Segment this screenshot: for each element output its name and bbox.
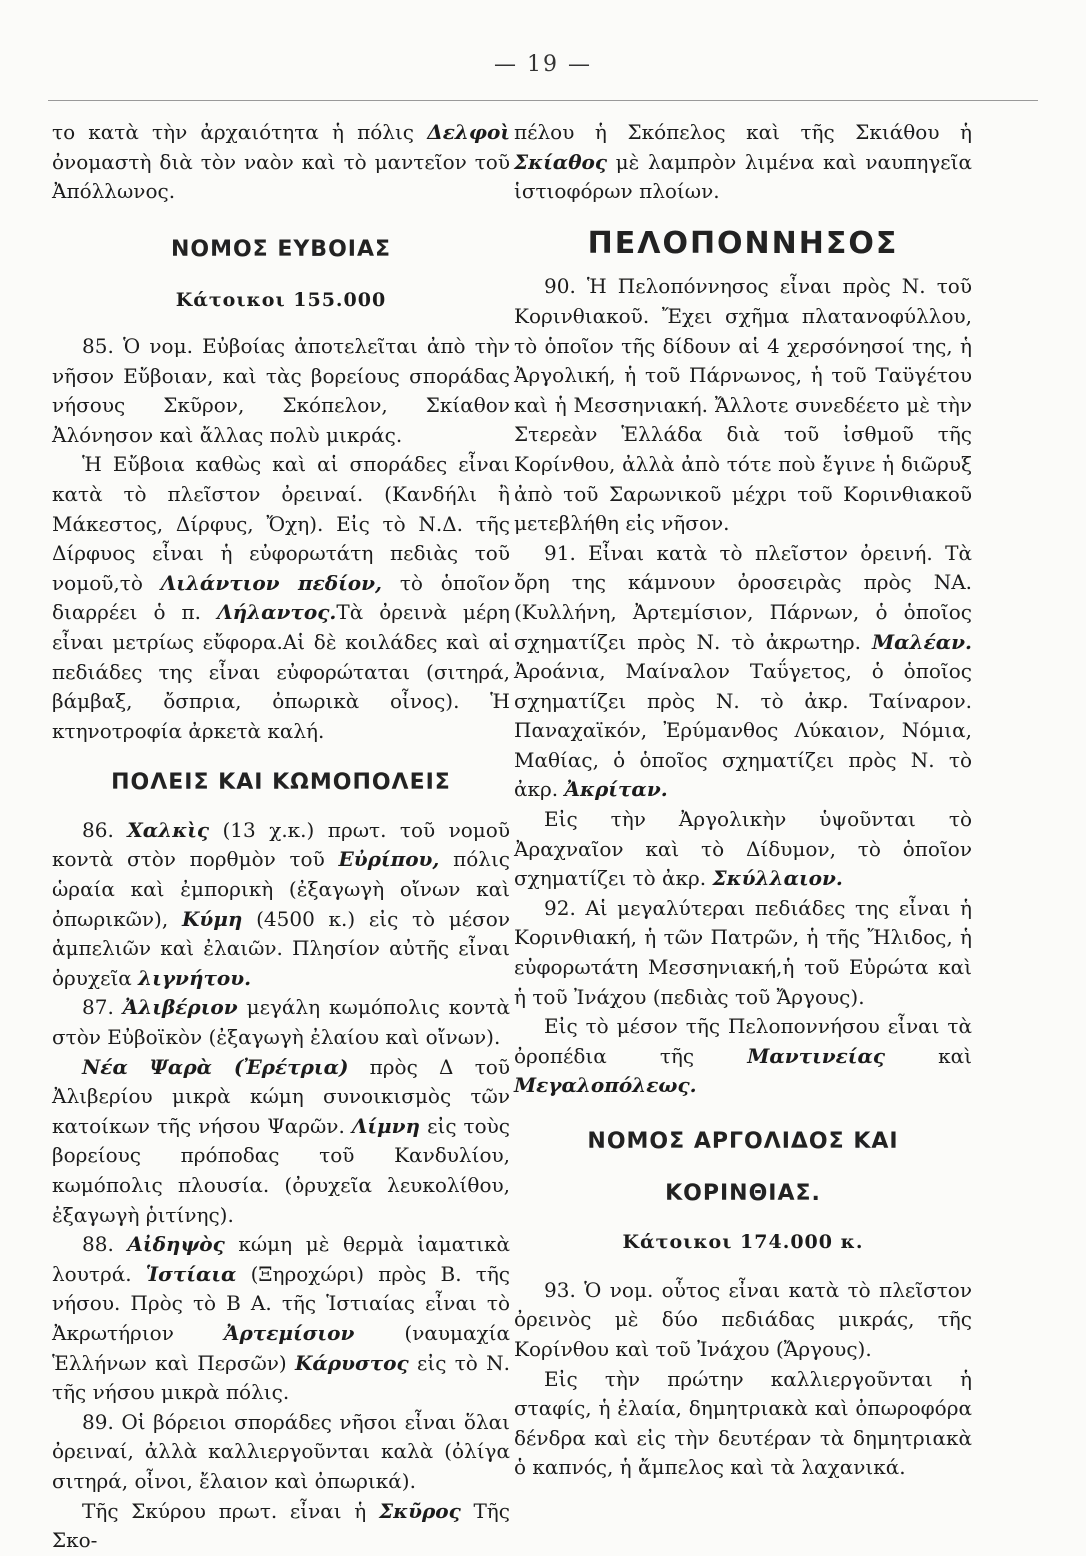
paragraph-88: 88. Αἰδηψὸς κώμη μὲ θερμὰ ἰαματικὰ λουτρά. Ἱστίαια (Ξηροχώρι) πρὸς Β. τῆς νήσου. Πρὸς τὸ Β Α. τῆς Ἱστιαίας εἶναι τὸ Ἀκρωτήριον Ἀρτεμίσιον (ναυμαχία Ἑλλήνων καὶ Περσῶν) Κάρυστος εἰς τὸ Ν. τῆς νήσου μικρὰ πόλις.	[52, 1232, 510, 1405]
paragraph-91: 91. Εἶναι κατὰ τὸ πλεῖστον ὀρεινή. Τὰ ὄρη της κάμνουν ὀροσειρὰς πρὸς ΝΑ. (Κυλλήνη, Ἀρτεμίσιον, Πάρνων, ὁ ὁποῖος σχηματίζει πρὸς Ν. τὸ ἀκρωτηρ. Μαλέαν. Ἀροάνια, Μαίναλον Ταΰγετος, ὁ ὁποῖος σχηματίζει πρὸς Ν. τὸ ἀκρ. Ταίναρον. Παναχαϊκόν, Ἐρύμανθος Λύκαιον, Νόμια, Μαθίας, ὁ ὁποῖος σχηματίζει πρὸς Ν. τὸ ἀκρ. Ἀκρίταν.	[514, 540, 972, 802]
right-column	[514, 118, 972, 1483]
header-rule	[48, 100, 1038, 101]
population-euboia: Κάτοικοι 155.000	[175, 289, 387, 312]
paragraph-90: 90. Ἡ Πελοπόννησος εἶναι πρὸς Ν. τοῦ Κορινθιακοῦ. Ἔχει σχῆμα πλατανοφύλλου, τὸ ὁποῖον τῆς δίδουν αἱ 4 χερσόνησοί της, ἡ Ἀργολική, ἡ τοῦ Πάρνωνος, ἡ τοῦ Ταϋγέτου καὶ ἡ Μεσσηνιακή. Ἄλλοτε συνεδέετο μὲ τὴν Στερεὰν Ἑλλάδα διὰ τοῦ ἰσθμοῦ τῆς Κορίνθου, ἀλλὰ ἀπὸ τότε ποὺ ἔγινε ἡ διῶρυξ ἀπὸ τοῦ Σαρωνικοῦ μέχρι τοῦ Κορινθιακοῦ μετεβλήθη εἰς νῆσον.	[514, 274, 972, 536]
paragraph-crops: Εἰς τὴν πρώτην καλλιεργοῦνται ἡ σταφίς, ἡ ἐλαία, δημητριακὰ καὶ ὀπωροφόρα δένδρα καὶ εἰς τὴν δευτέραν τὰ δημητριακὰ ὁ καπνός, ἡ ἄμπελος καὶ τὰ λαχανικά.	[514, 1366, 972, 1480]
paragraph-mantineia: Εἰς τὸ μέσον τῆς Πελοποννήσου εἶναι τὰ ὀροπέδια τῆς Μαντινείας καὶ Μεγαλοπόλεως.	[514, 1014, 972, 1098]
heading-peloponnisos: ΠΕΛΟΠΟΝΝΗΣΟΣ	[587, 225, 899, 261]
paragraph-89: 89. Οἱ βόρειοι σποράδες νῆσοι εἶναι ὅλαι ὀρειναί, ἀλλὰ καλλιεργοῦνται καλὰ (ὀλίγα σιτηρά, οἶνοι, ἔλαιον καὶ ὀπωρικά).	[52, 1409, 510, 1493]
left-column	[52, 118, 510, 1556]
paragraph-93: 93. Ὁ νομ. οὗτος εἶναι κατὰ τὸ πλεῖστον ὀρεινὸς μὲ δύο πεδιάδας μικράς, τῆς Κορίνθου καὶ τοῦ Ἰνάχου (Ἄργους).	[514, 1277, 972, 1361]
paragraph-evia-relief: Ἡ Εὔβοια καθὼς καὶ αἱ σποράδες εἶναι κατὰ τὸ πλεῖστον ὀρειναί. (Κανδήλι ἢ Μάκεστος, Δίρφυς, Ὄχη). Εἰς τὸ Ν.Δ. τῆς Δίρφυος εἶναι ἡ εὐφορωτάτη πεδιὰς τοῦ νομοῦ,τὸ Λιλάντιον πεδίον, τὸ ὁποῖον διαρρέει ὁ π. Λήλαντος.Τὰ ὀρεινὰ μέρη εἶναι μετρίως εὔφορα.Αἱ δὲ κοιλάδες καὶ αἱ πεδιάδες της εἶναι εὐφορώταται (σιτηρά, βάμβαξ, ὄσπρια, ὀπωρικὰ οἶνος). Ἡ κτηνοτροφία ἀρκετὰ καλή.	[52, 452, 511, 743]
paragraph-87: 87. Ἀλιβέριον μεγάλη κωμόπολις κοντὰ στὸν Εὐβοϊκὸν (ἐξαγωγὴ ἐλαίου καὶ οἴνων).	[52, 995, 510, 1050]
heading-korinthias: ΚΟΡΙΝΘΙΑΣ.	[665, 1180, 821, 1206]
page-number: — 19 —	[494, 52, 592, 77]
heading-poleis: ΠΟΛΕΙΣ ΚΑΙ ΚΩΜΟΠΟΛΕΙΣ	[111, 770, 451, 796]
heading-nomos-euboias: ΝΟΜΟΣ ΕΥΒΟΙΑΣ	[170, 236, 392, 262]
paragraph-skiathos: πέλου ἡ Σκόπελος καὶ τῆς Σκιάθου ἡ Σκίαθος μὲ λαμπρὸν λιμένα καὶ ναυπηγεῖα ἱστιοφόρων πλοίων.	[514, 120, 972, 204]
heading-nomos-argolidos: ΝΟΜΟΣ ΑΡΓΟΛΙΔΟΣ ΚΑΙ	[587, 1129, 899, 1154]
paragraph-delphi: το κατὰ τὴν ἀρχαιότητα ἡ πόλις Δελφοὶ ὀνομαστὴ διὰ τὸν ναὸν καὶ τὸ μαντεῖον τοῦ Ἀπόλλωνος.	[52, 120, 510, 204]
paragraph-skyros: Τῆς Σκύρου πρωτ. εἶναι ἡ Σκῦρος Τῆς Σκο-	[52, 1498, 510, 1553]
paragraph-arachnaion: Εἰς τὴν Ἀργολικὴν ὑψοῦνται τὸ Ἀραχναῖον καὶ τὸ Δίδυμον, τὸ ὁποῖον σχηματίζει τὸ ἀκρ. Σκύλλαιον.	[514, 807, 972, 891]
paragraph-85: 85. Ὁ νομ. Εὐβοίας ἀποτελεῖται ἀπὸ τὴν νῆσον Εὔβοιαν, καὶ τὰς βορείους σποράδας νήσους Σκῦρον, Σκόπελον, Σκίαθον Ἀλόνησον καὶ ἄλλας πολὺ μικράς.	[52, 333, 510, 447]
paragraph-92: 92. Αἱ μεγαλύτεραι πεδιάδες της εἶναι ἡ Κορινθιακή, ἡ τῶν Πατρῶν, ἡ τῆς Ἤλιδος, ἡ εὐφορωτάτη Μεσσηνιακή,ἡ τοῦ Εὐρώτα καὶ ἡ τοῦ Ἰνάχου (πεδιὰς τοῦ Ἄργους).	[514, 895, 972, 1009]
paragraph-nea-psara: Νέα Ψαρὰ (Ἐρέτρια) πρὸς Δ τοῦ Ἀλιβερίου μικρὰ κώμη συνοικισμὸς τῶν κατοίκων τῆς νήσου Ψαρῶν. Λίμνη εἰς τοὺς βορείους πρόποδας τοῦ Κανδυλίου, κωμόπολις πλουσία. (ὀρυχεῖα λευκολίθου, ἐξαγωγὴ ῥιτίνης).	[52, 1054, 511, 1227]
population-argolis: Κάτοικοι 174.000 κ.	[622, 1231, 864, 1254]
paragraph-86: 86. Χαλκὶς (13 χ.κ.) πρωτ. τοῦ νομοῦ κοντὰ στὸν πορθμὸν τοῦ Εὐρίπου, πόλις ὡραία καὶ ἐμπορικὴ (ἐξαγωγὴ οἴνων καὶ ὀπωρικῶν), Κύμη (4500 κ.) εἰς τὸ μέσον ἀμπελιῶν καὶ ἐλαιῶν. Πλησίον αὐτῆς εἶναι ὀρυχεῖα λιγνήτου.	[52, 817, 511, 990]
